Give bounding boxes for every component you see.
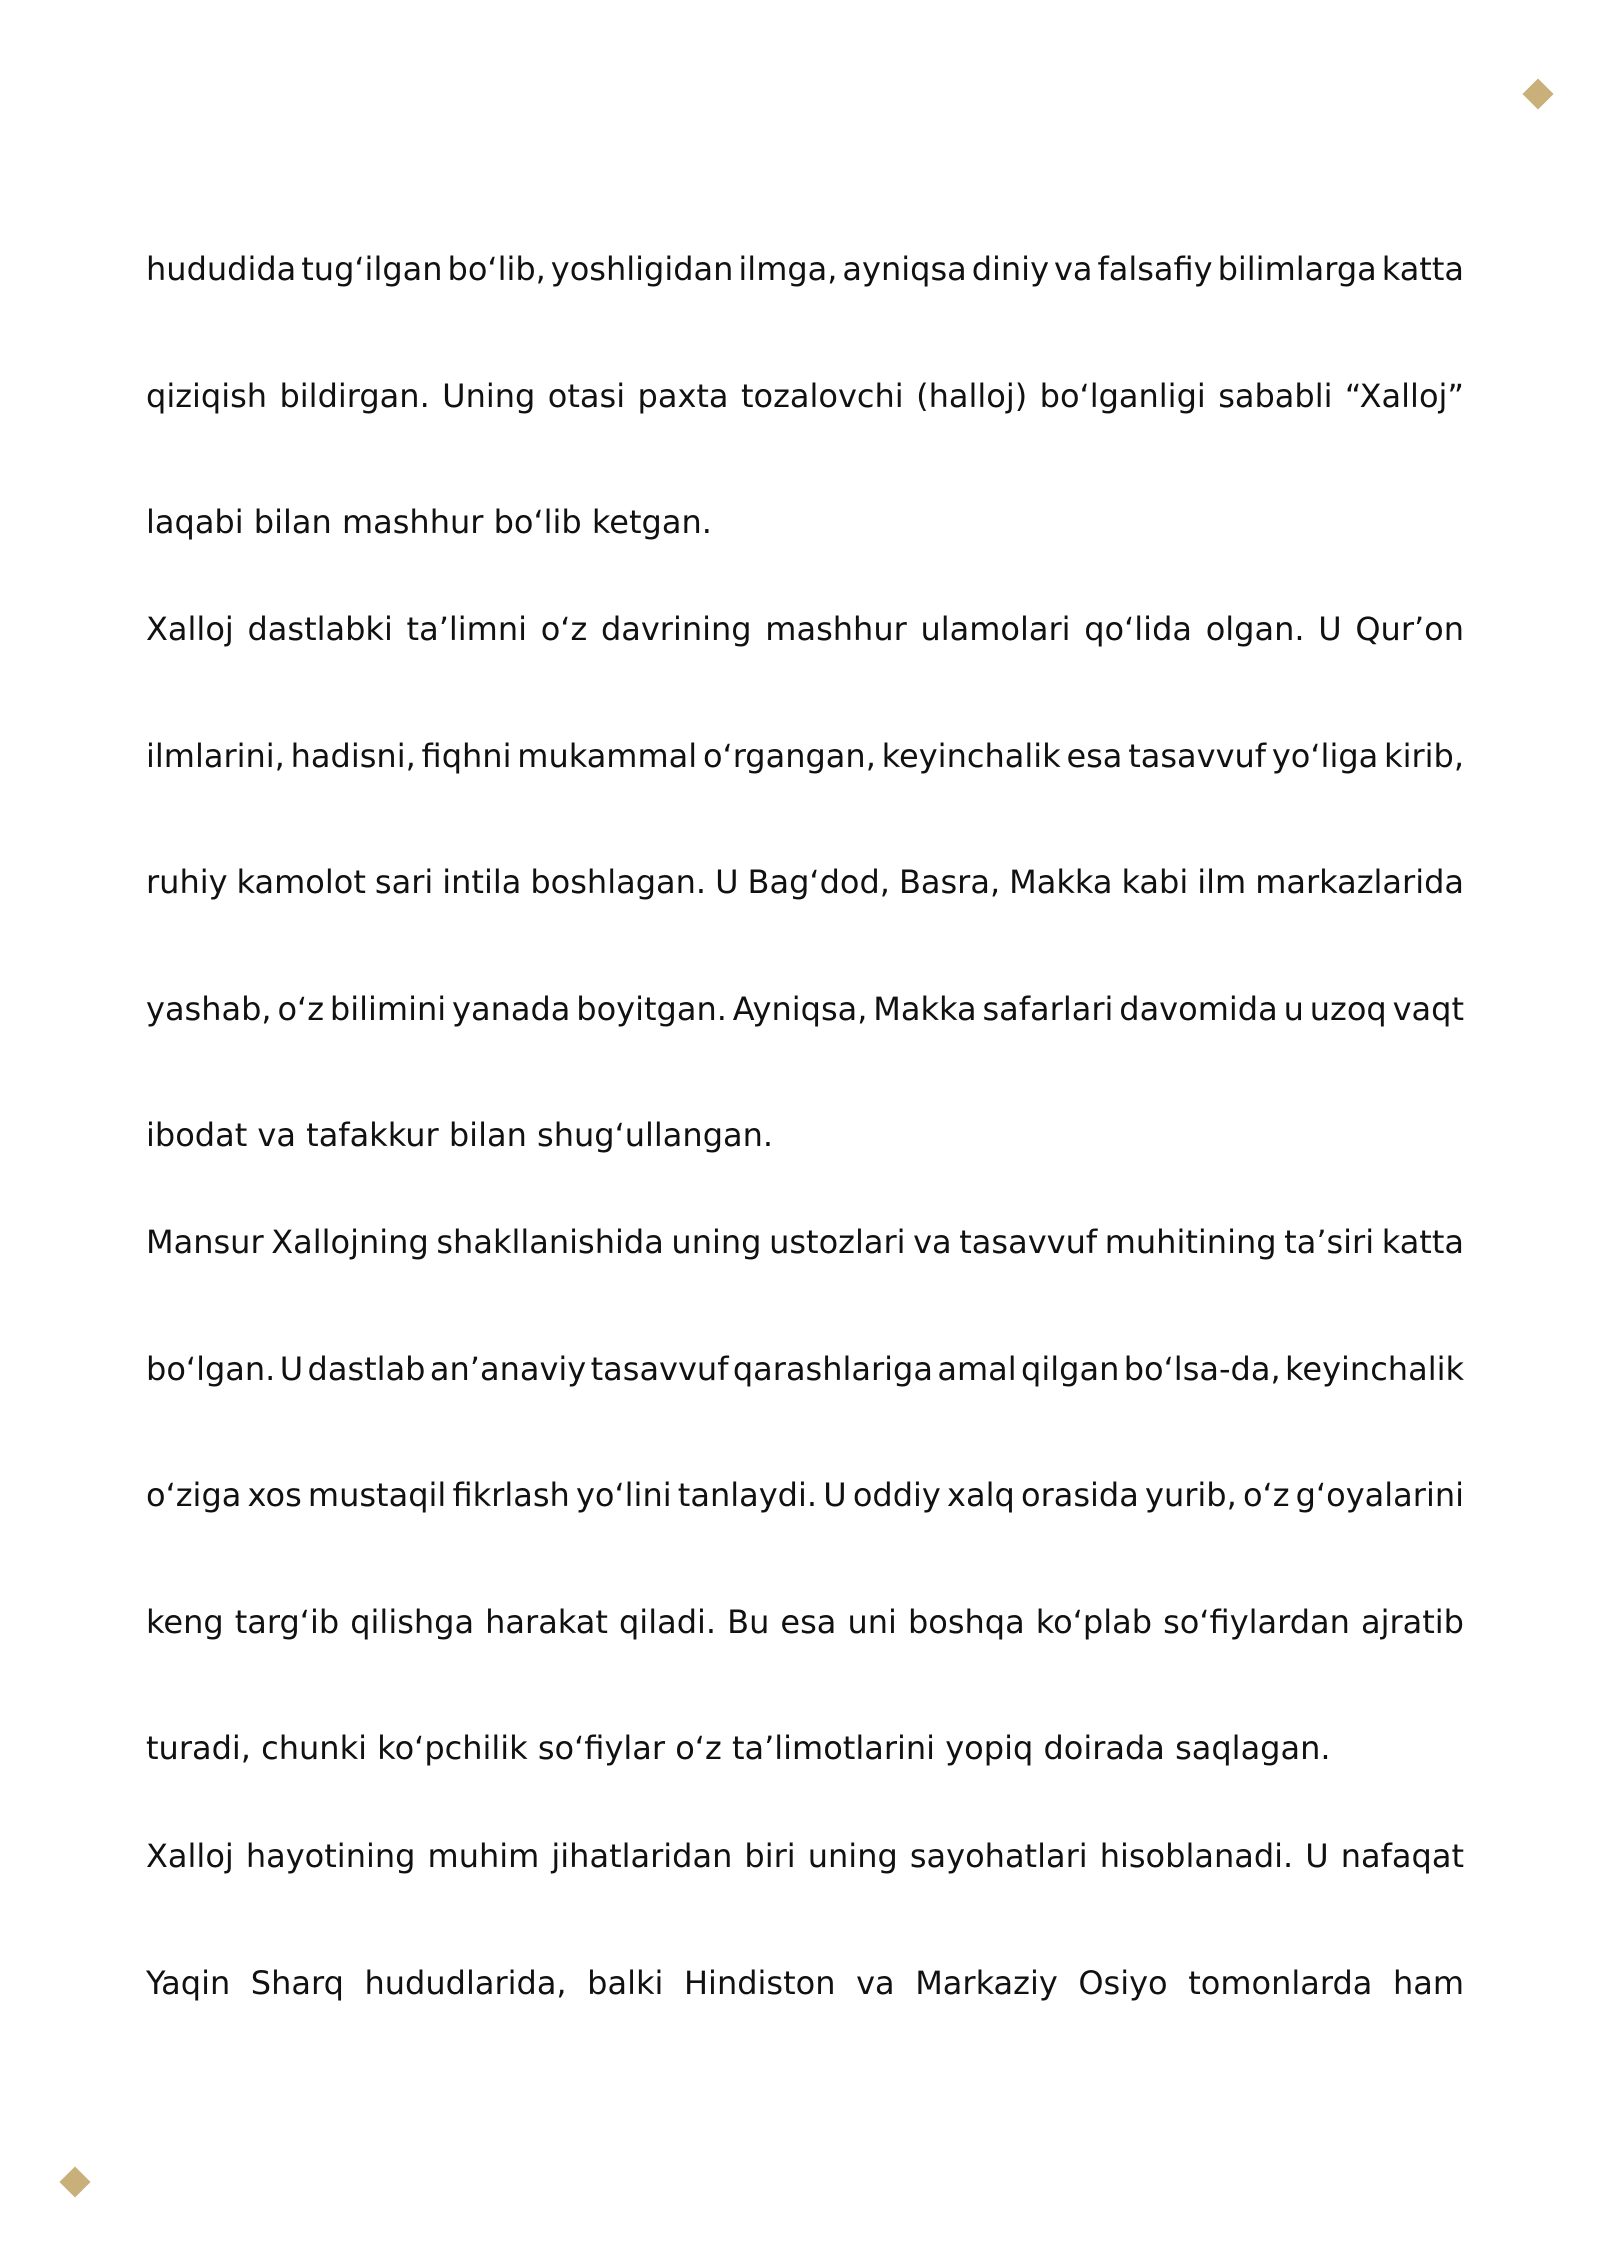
paragraph — [146, 206, 1464, 586]
text-line: hududida tugʻilgan boʻlib, yoshligidan ilmga, ayniqsa diniy va falsafiy bilimlarga katta — [146, 250, 1465, 288]
text-line: ilmlarini, hadisni, fiqhni mukammal oʻrgangan, keyinchalik esa tasavvuf yoʻliga kirib, — [146, 736, 1464, 775]
text-line: turadi, chunki koʻpchilik soʻfiylar oʻz taʼlimotlarini yopiq doirada saqlagan. — [146, 1729, 1331, 1768]
text-line: boʻlgan. U dastlab anʼanaviy tasavvuf qarashlariga amal qilgan boʻlsa-da, keyinchalik — [146, 1349, 1465, 1388]
text-line: keng targʻib qilishga harakat qiladi. Bu esa uni boshqa koʻplab soʻfiylardan ajratib — [146, 1602, 1464, 1641]
text-line: Xalloj hayotining muhim jihatlaridan biri uning sayohatlari hisoblanadi. U nafaqat — [146, 1837, 1464, 1875]
text-line: ruhiy kamolot sari intila boshlagan. U Bagʻdod, Basra, Makka kabi ilm markazlarida — [146, 863, 1465, 902]
paragraph — [146, 566, 1464, 1199]
diamond-ornament-icon — [1522, 78, 1553, 109]
paragraph — [146, 1793, 1464, 2046]
text-line: Yaqin Sharq hududlarida, balki Hindiston va Markaziy Osiyo tomonlarda ham — [146, 1963, 1464, 2002]
text-line: oʻziga xos mustaqil fikrlash yoʻlini tanlaydi. U oddiy xalq orasida yurib, oʻz gʻoyalarini — [146, 1476, 1465, 1515]
text-line: Mansur Xallojning shakllanishida uning ustozlari va tasavvuf muhitining taʼsiri katta — [146, 1223, 1464, 1261]
text-line: ibodat va tafakkur bilan shugʻullangan. — [146, 1116, 774, 1155]
text-line: qiziqish bildirgan. Uning otasi paxta tozalovchi (halloj) boʻlganligi sababli “Xalloj” — [146, 376, 1464, 415]
paragraph — [146, 1179, 1464, 1812]
diamond-ornament-icon — [59, 2166, 90, 2197]
text-line: yashab, oʻz bilimini yanada boyitgan. Ayniqsa, Makka safarlari davomida u uzoq vaqt — [146, 989, 1464, 1028]
text-line: Xalloj dastlabki taʼlimni oʻz davrining mashhur ulamolari qoʻlida olgan. U Qurʼon — [146, 610, 1464, 648]
text-line: laqabi bilan mashhur boʻlib ketgan. — [146, 503, 712, 542]
